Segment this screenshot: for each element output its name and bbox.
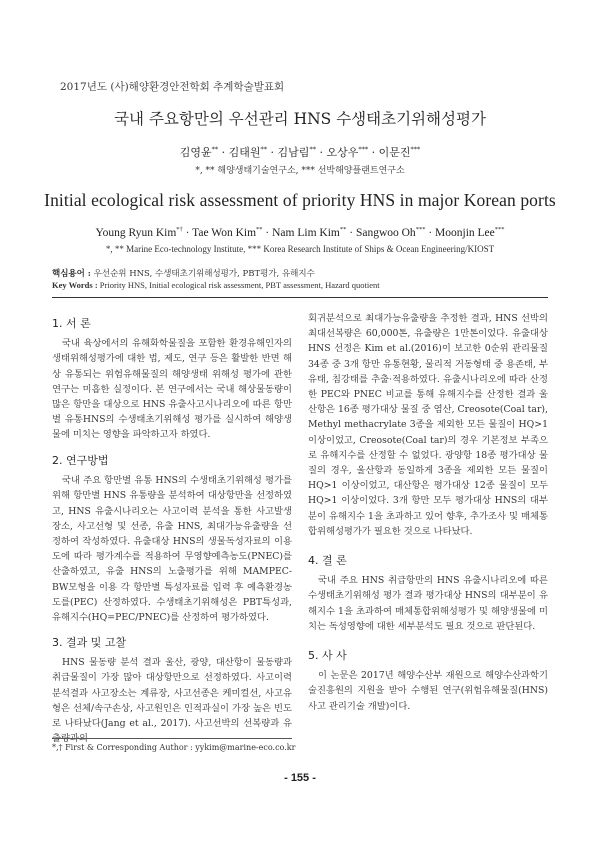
section-introduction bbox=[52, 316, 292, 443]
section-text: 이 논문은 2017년 해양수산부 재원으로 해양수산과학기술진흥원의 지원을 받아 수행된 연구(위험유해물질(HNS)사고 관리기술 개발)이다. bbox=[308, 670, 548, 712]
section-conclusion bbox=[308, 553, 548, 634]
author-mark: ** bbox=[211, 145, 219, 154]
author-mark: *** bbox=[494, 226, 505, 234]
keywords-label: 핵심용어 : bbox=[52, 269, 91, 279]
author-mark: ** bbox=[260, 145, 268, 154]
author-name: 김남림 bbox=[277, 146, 310, 159]
section-heading: 1. 서 론 bbox=[52, 317, 91, 330]
section-text: 국내 주요 HNS 취급항만의 HNS 유출시나리오에 따른 수생태초기위해성 평가 결과 평가대상 HNS의 대부분이 유해지수 1을 초과하여 매체통합위해성평가 및 해양생물에 미치는 독성영향에 대한 세부분석도 필요 것으로 판단된다. bbox=[308, 575, 548, 632]
author-separator: · bbox=[221, 146, 226, 159]
authors-korean bbox=[0, 144, 600, 160]
author-mark: ** bbox=[309, 145, 316, 154]
section-heading: 5. 사 사 bbox=[308, 649, 347, 662]
section-acknowledgement bbox=[308, 648, 548, 714]
author-separator: · bbox=[265, 227, 270, 239]
author-separator: · bbox=[319, 146, 323, 159]
affiliation-english: *, ** Marine Eco-technology Institute, *** Korea Research Institute of Ships & Ocean Engineering/KIOST bbox=[105, 244, 495, 254]
author-name: Sangwoo Oh bbox=[355, 227, 416, 239]
keywords-english bbox=[52, 280, 380, 290]
section-methods bbox=[52, 453, 292, 625]
section-text: 국내 주요 항만별 유통 HNS의 수생태초기위해성 평가를 위해 항만별 HNS 유통량을 분석하여 대상항만을 선정하였고, HNS 유출시나리오는 사고이력 분석을 통한 사고발생장소, 사고선형 및 선종, 유출 HNS, 최대가능유출량을 선정하여 작성하였다. 유출대상 HNS의 생물독성자료의 이용도에 따라 평가계수를 적용하여 무영향예측농도(PNEC)를 산출하였고, 유출 HNS의 노출평가를 위해 MAMPEC-BW모형을 이용 각 항만별 특성자료를 입력 후 예측환경농도를(PEC) 산정하였다. 수생태초기위해성은 PBT특성과, 유해지수(HQ=PEC/PNEC)를 산정하여 평가하였다. bbox=[52, 475, 292, 624]
author-separator: · bbox=[349, 227, 354, 239]
section-text: 회귀분석으로 최대가능유출량을 추정한 결과, HNS 선박의 최대선복량은 60,000톤, 유출량은 1만톤이었다. 유출대상 HNS 선정은 Kim et al.(2016)이 보고한 0순위 관리물질 34종 중 3개 항만 유통현황, 물리적 거동형태 중 용존태, 부유태, 침강태를 추출·적용하였다. 유출시나리오에 따라 산정한 PEC와 PNEC 비교를 통해 유해지수를 산정한 결과 울산항은 16종 평가대상 물질 중 염산, Creosote(Coal tar), Methyl methacrylate 3종을 제외한 모든 물질이 HQ>1이상이었고, Creosote(Coal tar)의 경우 기본정보 부족으로 유해지수를 산정할 수 없었다. 광양항 18종 평가대상 물질의 경우, 울산항과 동일하게 3종을 제외한 모든 물질이 HQ>1 이상이었고, 대산항은 평가대상 12종 물질이 모두 HQ>1 이상이었다. 3개 항만 모두 평가대상 HNS의 대부분이 유해지수 1을 초과하고 있어 향후, 추가조사 및 매체통합위해성평가가 필요한 것으로 나타났다. bbox=[308, 313, 548, 537]
author-separator: · bbox=[371, 146, 376, 159]
author-separator: · bbox=[270, 146, 275, 159]
author-mark: *** bbox=[410, 145, 421, 154]
footnote: *,† First & Corresponding Author : yykim@marine-eco.co.kr bbox=[52, 743, 296, 752]
affiliation-korean: *, ** 해양생태기술연구소, *** 선박해양플랜트연구소 bbox=[195, 166, 405, 176]
keywords-label: Key Words : bbox=[52, 280, 98, 290]
section-results bbox=[52, 635, 292, 746]
author-name: Nam Lim Kim bbox=[272, 227, 340, 239]
authors-english bbox=[0, 227, 600, 239]
keywords-korean bbox=[52, 267, 315, 279]
section-text: HNS 물동량 분석 결과 울산, 광양, 대산항이 물동량과 취급물질이 가장 많아 대상항만으로 선정하였다. 사고이력 분석결과 사고장소는 계류장, 사고선종은 케미컬선, 사고유형은 선체/속구손상, 사고원인은 인적과실이 가장 높은 빈도로 나타났다(Jang et al., 2017). 사고선박의 선복량과 유 bbox=[52, 657, 292, 730]
author-name: Tae Won Kim bbox=[192, 227, 257, 239]
keywords-text: 우선순위 HNS, 수생태초기위해성평가, PBT평가, 유해지수 bbox=[93, 269, 315, 279]
author-separator: · bbox=[428, 227, 433, 239]
section-heading: 4. 결 론 bbox=[308, 554, 347, 567]
title-english: Initial ecological risk assessment of priority HNS in major Korean ports bbox=[44, 190, 556, 210]
author-mark: *† bbox=[176, 226, 183, 234]
author-name: 김영윤 bbox=[179, 146, 212, 159]
conference-header: 2017년도 (사)해양환경안전학회 추계학술발표회 bbox=[60, 81, 285, 93]
title-korean: 국내 주요항만의 우선관리 HNS 수생태초기위해성평가 bbox=[114, 110, 486, 128]
section-heading: 2. 연구방법 bbox=[52, 454, 109, 467]
author-mark: ** bbox=[339, 226, 347, 234]
author-mark: *** bbox=[358, 145, 369, 154]
page-number: - 155 - bbox=[284, 772, 316, 784]
author-name: 오상우 bbox=[326, 146, 359, 159]
author-name: 김태원 bbox=[228, 146, 261, 159]
author-name: 이문진 bbox=[378, 146, 411, 159]
header-divider bbox=[52, 297, 548, 298]
section-heading: 3. 결과 및 고찰 bbox=[52, 636, 127, 649]
author-mark: *** bbox=[415, 226, 426, 234]
section-text: 국내 육상에서의 유해화학물질을 포함한 환경유해인자의 생태위해성평가에 대한 법, 제도, 연구 등은 활발한 반면 해상 유통되는 위험유해물질의 해양생태 위해성 평가에 관한 연구는 미흡한 실정이다. 본 연구에서는 국내 해상물동량이 많은 항만을 대상으로 HNS 유출사고시나리오에 따른 항만별 유통HNS의 수생태초기위해성 평가를 실시하여 해양생물에 미치는 영향을 파악하고자 하였다. bbox=[52, 338, 292, 441]
keywords-text: Priority HNS, Initial ecological risk assessment, PBT assessment, Hazard quotient bbox=[99, 280, 380, 290]
footnote-divider bbox=[52, 738, 292, 739]
author-name: Moonjin Lee bbox=[435, 227, 495, 239]
author-separator: · bbox=[185, 227, 190, 239]
author-name: Young Ryun Kim bbox=[95, 227, 177, 239]
author-mark: ** bbox=[256, 226, 263, 234]
section-results-continued bbox=[308, 311, 548, 539]
